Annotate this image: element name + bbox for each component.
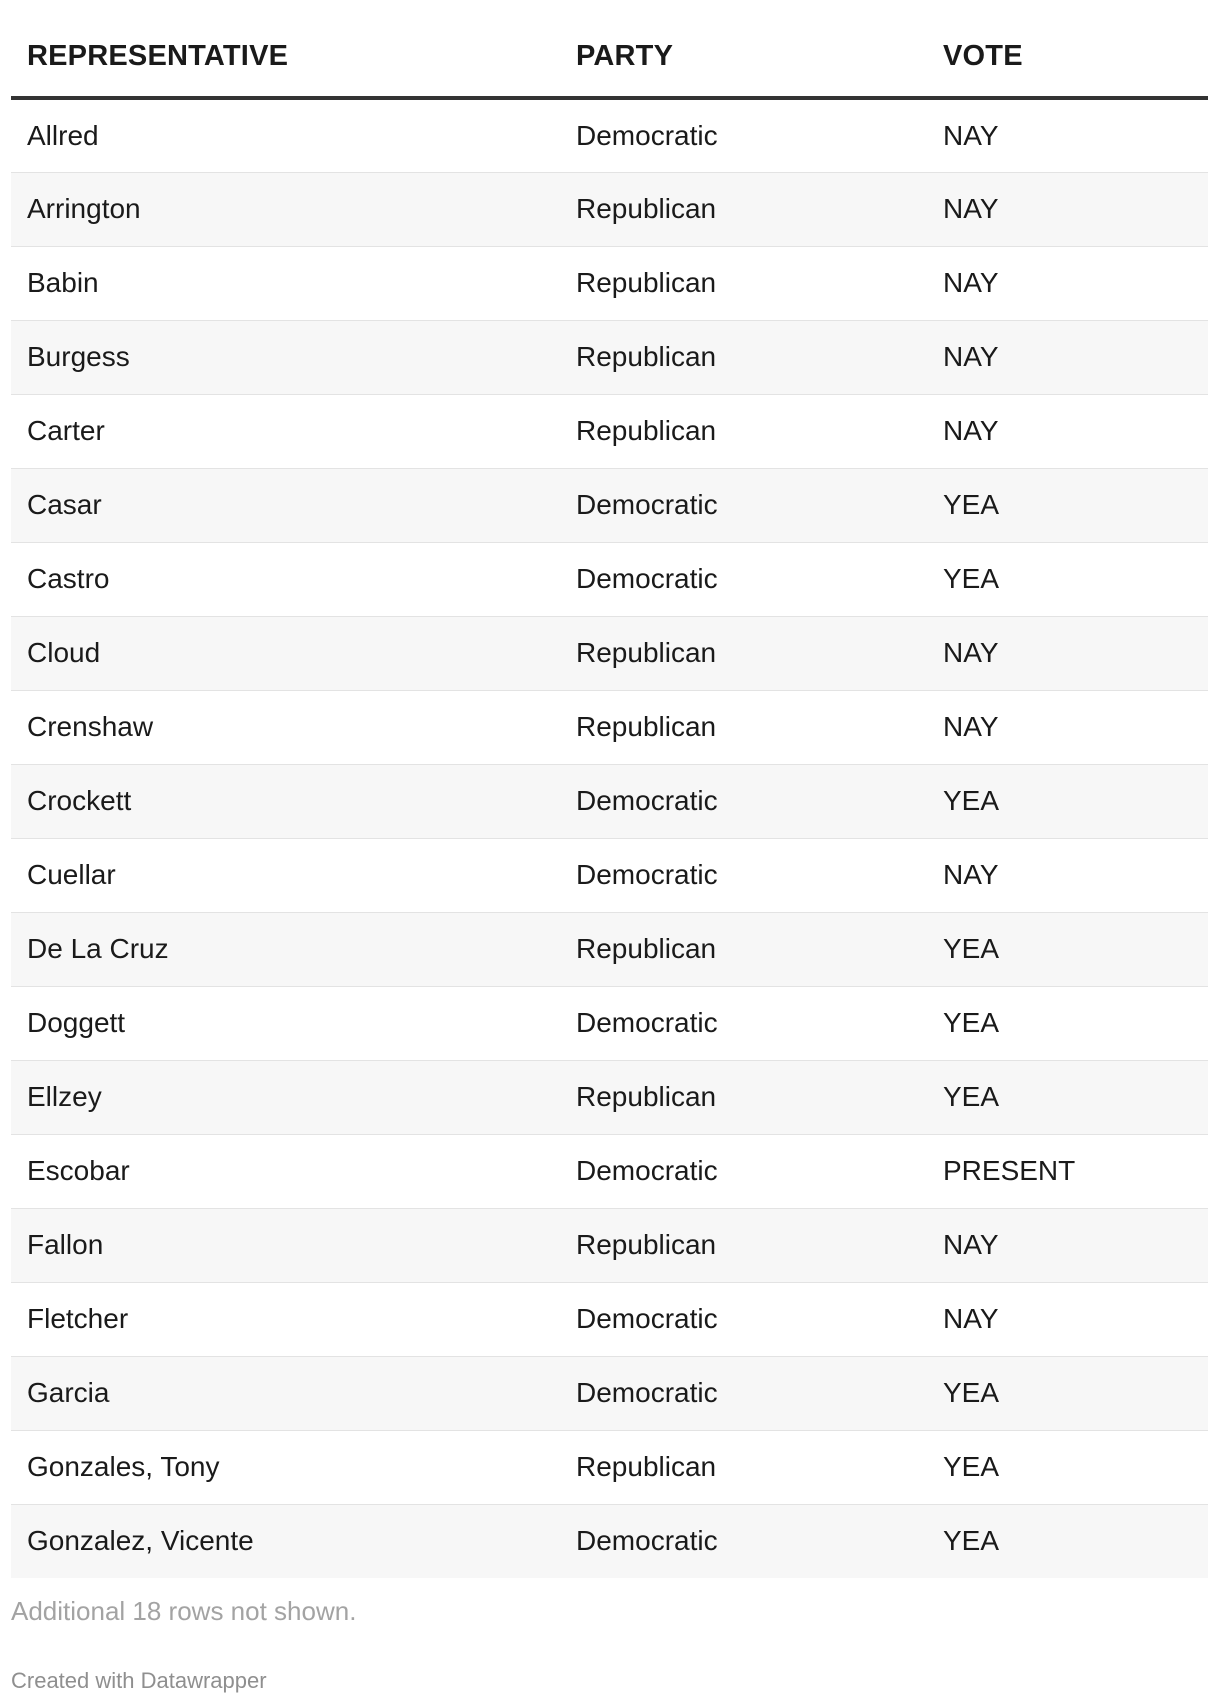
party-cell: Democratic	[560, 468, 927, 542]
table-row	[11, 468, 1208, 542]
representative-cell: Ellzey	[11, 1060, 560, 1134]
representative-cell: Crockett	[11, 764, 560, 838]
vote-cell: YEA	[927, 1430, 1208, 1504]
representative-cell: Babin	[11, 246, 560, 320]
table-header-row	[11, 0, 1208, 98]
party-cell: Republican	[560, 912, 927, 986]
representative-cell: Burgess	[11, 320, 560, 394]
table-row	[11, 394, 1208, 468]
vote-cell: YEA	[927, 1060, 1208, 1134]
vote-cell: NAY	[927, 616, 1208, 690]
table-row	[11, 1208, 1208, 1282]
table-row	[11, 912, 1208, 986]
representative-cell: Gonzalez, Vicente	[11, 1504, 560, 1578]
table-row	[11, 1134, 1208, 1208]
vote-cell: NAY	[927, 394, 1208, 468]
party-cell: Democratic	[560, 764, 927, 838]
representative-cell: Castro	[11, 542, 560, 616]
datawrapper-credit-link[interactable]: Created with Datawrapper	[11, 1668, 267, 1693]
vote-table	[11, 0, 1208, 1578]
table-row	[11, 320, 1208, 394]
vote-cell: YEA	[927, 986, 1208, 1060]
table-row	[11, 1060, 1208, 1134]
vote-cell: YEA	[927, 1356, 1208, 1430]
vote-cell: YEA	[927, 764, 1208, 838]
table-row	[11, 986, 1208, 1060]
party-cell: Republican	[560, 690, 927, 764]
rows-not-shown-note: Additional 18 rows not shown.	[11, 1596, 357, 1626]
party-cell: Democratic	[560, 1282, 927, 1356]
vote-cell: NAY	[927, 320, 1208, 394]
party-cell: Democratic	[560, 838, 927, 912]
representative-cell: Casar	[11, 468, 560, 542]
table-row	[11, 246, 1208, 320]
vote-cell: YEA	[927, 1504, 1208, 1578]
table-body	[11, 98, 1208, 1578]
table-row	[11, 1430, 1208, 1504]
table-row	[11, 1282, 1208, 1356]
column-header-representative[interactable]: REPRESENTATIVE	[11, 0, 560, 98]
party-cell: Democratic	[560, 98, 927, 172]
party-cell: Republican	[560, 1430, 927, 1504]
vote-cell: NAY	[927, 172, 1208, 246]
vote-cell: NAY	[927, 690, 1208, 764]
representative-cell: Allred	[11, 98, 560, 172]
vote-table-container	[11, 0, 1208, 1578]
representative-cell: De La Cruz	[11, 912, 560, 986]
vote-cell: NAY	[927, 838, 1208, 912]
representative-cell: Doggett	[11, 986, 560, 1060]
vote-cell: NAY	[927, 98, 1208, 172]
representative-cell: Gonzales, Tony	[11, 1430, 560, 1504]
party-cell: Democratic	[560, 1356, 927, 1430]
column-header-party[interactable]: PARTY	[560, 0, 927, 98]
representative-cell: Cuellar	[11, 838, 560, 912]
table-row	[11, 690, 1208, 764]
representative-cell: Escobar	[11, 1134, 560, 1208]
table-row	[11, 838, 1208, 912]
party-cell: Republican	[560, 320, 927, 394]
vote-cell: YEA	[927, 912, 1208, 986]
column-header-vote[interactable]: VOTE	[927, 0, 1208, 98]
table-row	[11, 616, 1208, 690]
table-row	[11, 1504, 1208, 1578]
party-cell: Republican	[560, 246, 927, 320]
representative-cell: Cloud	[11, 616, 560, 690]
party-cell: Democratic	[560, 1134, 927, 1208]
representative-cell: Fallon	[11, 1208, 560, 1282]
party-cell: Democratic	[560, 542, 927, 616]
table-row	[11, 172, 1208, 246]
vote-cell: PRESENT	[927, 1134, 1208, 1208]
vote-cell: NAY	[927, 1282, 1208, 1356]
table-row	[11, 764, 1208, 838]
party-cell: Democratic	[560, 1504, 927, 1578]
party-cell: Democratic	[560, 986, 927, 1060]
table-row	[11, 542, 1208, 616]
vote-cell: NAY	[927, 1208, 1208, 1282]
representative-cell: Carter	[11, 394, 560, 468]
representative-cell: Garcia	[11, 1356, 560, 1430]
representative-cell: Arrington	[11, 172, 560, 246]
vote-cell: YEA	[927, 542, 1208, 616]
party-cell: Republican	[560, 616, 927, 690]
vote-cell: YEA	[927, 468, 1208, 542]
representative-cell: Fletcher	[11, 1282, 560, 1356]
party-cell: Republican	[560, 1208, 927, 1282]
table-row	[11, 1356, 1208, 1430]
vote-cell: NAY	[927, 246, 1208, 320]
party-cell: Republican	[560, 172, 927, 246]
representative-cell: Crenshaw	[11, 690, 560, 764]
party-cell: Republican	[560, 394, 927, 468]
party-cell: Republican	[560, 1060, 927, 1134]
table-row	[11, 98, 1208, 172]
